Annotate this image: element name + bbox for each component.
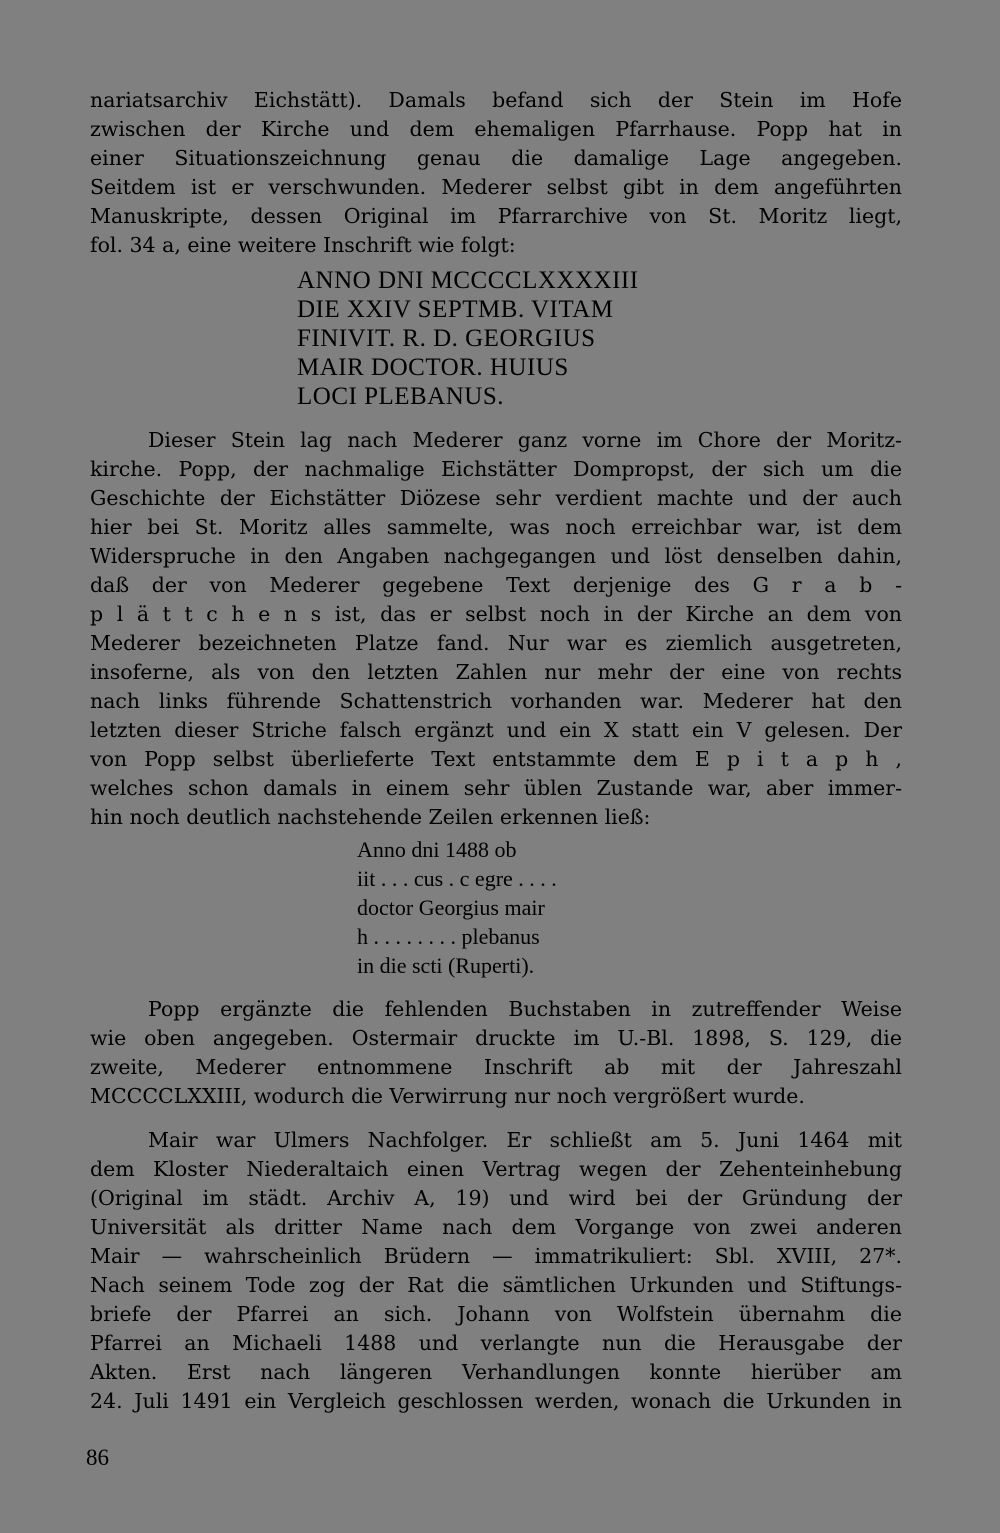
inscription-line: MAIR DOCTOR. HUIUS	[297, 354, 569, 381]
page-number: 86	[86, 1445, 109, 1470]
text-line: kirche. Popp, der nachmalige Eichstätter Dompropst, der sich um die	[90, 457, 902, 481]
text-line: Seitdem ist er verschwunden. Mederer selbst gibt in dem angeführten	[90, 175, 902, 199]
text-line: p l ä t t c h e n s ist, das er selbst noch in der Kirche an dem von	[90, 602, 902, 626]
text-line: nariatsarchiv Eichstätt). Damals befand sich der Stein im Hofe	[90, 88, 902, 112]
text-line: fol. 34 a, eine weitere Inschrift wie folgt:	[90, 233, 516, 257]
text-line: 24. Juli 1491 ein Vergleich geschlossen werden, wonach die Urkunden in	[90, 1389, 902, 1413]
text-line: Popp ergänzte die fehlenden Buchstaben in zutreffender Weise	[148, 997, 902, 1021]
text-line: Mederer bezeichneten Platze fand. Nur war es ziemlich ausgetreten,	[90, 631, 902, 655]
text-line: Akten. Erst nach längeren Verhandlungen konnte hierüber am	[90, 1360, 902, 1384]
text-line: einer Situationszeichnung genau die damalige Lage angegeben.	[90, 146, 902, 170]
text-line: letzten dieser Striche falsch ergänzt und ein X statt ein V gelesen. Der	[90, 718, 902, 742]
text-line: nach links führende Schattenstrich vorhanden war. Mederer hat den	[90, 689, 902, 713]
text-line: hin noch deutlich nachstehende Zeilen erkennen ließ:	[90, 805, 651, 829]
text-line: Geschichte der Eichstätter Diözese sehr verdient machte und der auch	[90, 486, 902, 510]
text-line: briefe der Pfarrei an sich. Johann von Wolfstein übernahm die	[90, 1302, 902, 1326]
inscription-line: LOCI PLEBANUS.	[297, 383, 505, 410]
text-line: Widerspruche in den Angaben nachgegangen und löst denselben dahin,	[90, 544, 902, 568]
epitaph-line: iit . . . cus . c egre . . . .	[357, 866, 557, 891]
inscription-line: DIE XXIV SEPTMB. VITAM	[297, 296, 614, 323]
text-line: (Original im städt. Archiv A, 19) und wird bei der Gründung der	[90, 1186, 902, 1210]
text-line: dem Kloster Niederaltaich einen Vertrag wegen der Zehenteinhebung	[90, 1157, 902, 1181]
epitaph-line: doctor Georgius mair	[357, 895, 545, 920]
text-line: Mair — wahrscheinlich Brüdern — immatrikuliert: Sbl. XVIII, 27*.	[90, 1244, 902, 1268]
text-line: Pfarrei an Michaeli 1488 und verlangte nun die Herausgabe der	[90, 1331, 902, 1355]
text-line: zweite, Mederer entnommene Inschrift ab mit der Jahreszahl	[90, 1055, 902, 1079]
text-line: Mair war Ulmers Nachfolger. Er schließt am 5. Juni 1464 mit	[148, 1128, 902, 1152]
epitaph-line: h . . . . . . . . plebanus	[357, 924, 540, 949]
text-line: insoferne, als von den letzten Zahlen nur mehr der eine von rechts	[90, 660, 902, 684]
text-line: welches schon damals in einem sehr üblen Zustande war, aber immer-	[90, 776, 902, 800]
inscription-line: ANNO DNI MCCCCLXXXXIII	[297, 267, 639, 294]
text-line: Nach seinem Tode zog der Rat die sämtlichen Urkunden und Stiftungs-	[90, 1273, 902, 1297]
inscription-line: FINIVIT. R. D. GEORGIUS	[297, 325, 596, 352]
text-line: von Popp selbst überlieferte Text entstammte dem E p i t a p h ,	[90, 747, 902, 771]
text-line: daß der von Mederer gegebene Text derjenige des G r a b -	[90, 573, 902, 597]
text-line: hier bei St. Moritz alles sammelte, was noch erreichbar war, ist dem	[90, 515, 902, 539]
epitaph-line: in die scti (Ruperti).	[357, 953, 535, 978]
epitaph-line: Anno dni 1488 ob	[357, 837, 517, 862]
text-line: Manuskripte, dessen Original im Pfarrarchive von St. Moritz liegt,	[90, 204, 902, 228]
text-line: Universität als dritter Name nach dem Vorgange von zwei anderen	[90, 1215, 902, 1239]
text-line: MCCCCLXXIII, wodurch die Verwirrung nur noch vergrößert wurde.	[90, 1084, 805, 1108]
text-line: wie oben angegeben. Ostermair druckte im U.-Bl. 1898, S. 129, die	[90, 1026, 902, 1050]
text-line: Dieser Stein lag nach Mederer ganz vorne im Chore der Moritz-	[148, 428, 902, 452]
text-line: zwischen der Kirche und dem ehemaligen Pfarrhause. Popp hat in	[90, 117, 902, 141]
